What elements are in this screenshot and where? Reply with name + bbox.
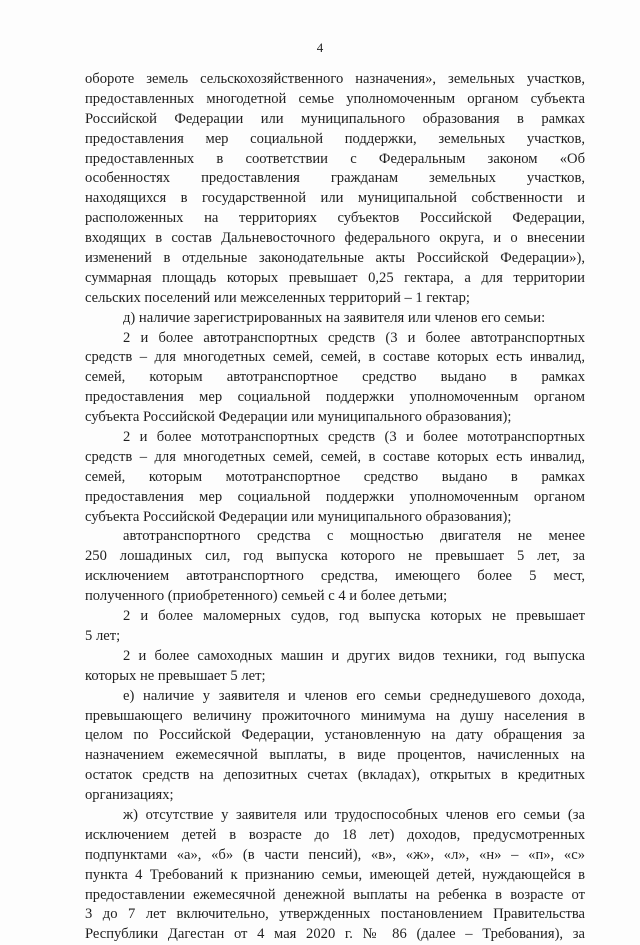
- text-line: 250 лошадиных сил, год выпуска которого не превышает 5 лет, за: [85, 548, 585, 565]
- text-line: обороте земель сельскохозяйственного назначения», земельных участков,: [85, 71, 585, 87]
- text-line: предоставления мер социальной поддержки, земельных участков,: [85, 130, 585, 147]
- text-line: ж) отсутствие у заявителя или трудоспособных членов его семьи (за: [123, 806, 585, 823]
- text-line: исключением автотранспортного средства, имеющего более 5 мест,: [85, 568, 585, 585]
- text-line: 3 до 7 лет включительно, утвержденных постановлением Правительства: [85, 906, 585, 923]
- text-line: особенностях предоставления гражданам земельных участков,: [85, 170, 585, 187]
- text-line: автотранспортного средства с мощностью двигателя не менее: [123, 528, 585, 545]
- text-line: средств – для многодетных семей, семей, в составе которых есть инвалид,: [85, 448, 585, 465]
- text-line: суммарная площадь которых превышает 0,25 гектара, а для территории: [85, 269, 585, 286]
- text-line: остаток средств на депозитных счетах (вкладах), открытых в кредитных: [85, 767, 585, 784]
- text-line: д) наличие зарегистрированных на заявителя или членов его семьи:: [123, 309, 546, 326]
- text-line: средств – для многодетных семей, семей, в составе которых есть инвалид,: [85, 349, 585, 366]
- text-line: превышающего величину прожиточного минимума на душу населения в: [85, 707, 585, 724]
- text-line: субъекта Российской Федерации или муниципального образования);: [85, 409, 512, 426]
- text-line: 2 и более мототранспортных средств (3 и более мототранспортных: [123, 429, 585, 446]
- text-line: 2 и более самоходных машин и других видов техники, год выпуска: [123, 647, 585, 664]
- text-line: семей, которым мототранспортное средство выдано в рамках: [85, 468, 585, 485]
- text-line: полученного (приобретенного) семьей с 4 и более детьми;: [85, 588, 448, 605]
- text-line: организациях;: [85, 787, 174, 804]
- text-line: расположенных на территориях субъектов Российской Федерации,: [85, 210, 585, 227]
- text-line: которых не превышает 5 лет;: [85, 667, 266, 684]
- text-line: предоставления мер социальной поддержки уполномоченным органом: [85, 488, 585, 505]
- text-line: 2 и более автотранспортных средств (3 и более автотранспортных: [123, 329, 585, 346]
- text-line: предоставления мер социальной поддержки уполномоченным органом: [85, 389, 585, 406]
- text-line: Российской Федерации или муниципального образования в рамках: [85, 110, 585, 127]
- text-line: 2 и более маломерных судов, год выпуска которых не превышает: [123, 608, 585, 625]
- text-line: входящих в состав Дальневосточного федерального округа, и о внесении: [85, 230, 585, 247]
- text-line: семей, которым автотранспортное средство выдано в рамках: [85, 369, 585, 386]
- page-number: 4: [316, 40, 324, 55]
- text-line: 5 лет;: [85, 627, 121, 644]
- text-line: сельских поселений или межселенных территорий – 1 гектар;: [85, 289, 470, 306]
- text-line: предоставленных в соответствии с Федеральным законом «Об: [85, 150, 585, 167]
- text-line: е) наличие у заявителя и членов его семьи среднедушевого дохода,: [123, 687, 585, 704]
- text-line: находящихся в государственной или муниципальной собственности и: [85, 190, 585, 207]
- text-line: изменений в отдельные законодательные акты Российской Федерации»),: [85, 250, 585, 267]
- document-body: [85, 70, 585, 945]
- text-line: подпунктами «а», «б» (в части пенсий), «в», «ж», «л», «н» – «п», «с»: [85, 846, 585, 863]
- text-line: Республики Дагестан от 4 мая 2020 г. № 86 (далее – Требования), за: [85, 926, 585, 943]
- text-line: предоставленных многодетной семье уполномоченным органом субъекта: [85, 90, 585, 107]
- text-line: целом по Российской Федерации, установленную на дату обращения за: [85, 727, 585, 744]
- text-line: исключением детей в возрасте до 18 лет) доходов, предусмотренных: [85, 826, 585, 843]
- text-line: пункта 4 Требований к признанию семьи, имеющей детей, нуждающейся в: [85, 866, 585, 883]
- text-line: назначением ежемесячной выплаты, в виде процентов, начисленных на: [85, 747, 585, 764]
- text-line: субъекта Российской Федерации или муниципального образования);: [85, 508, 512, 525]
- text-line: предоставлении ежемесячной денежной выплаты на ребенка в возрасте от: [85, 886, 585, 903]
